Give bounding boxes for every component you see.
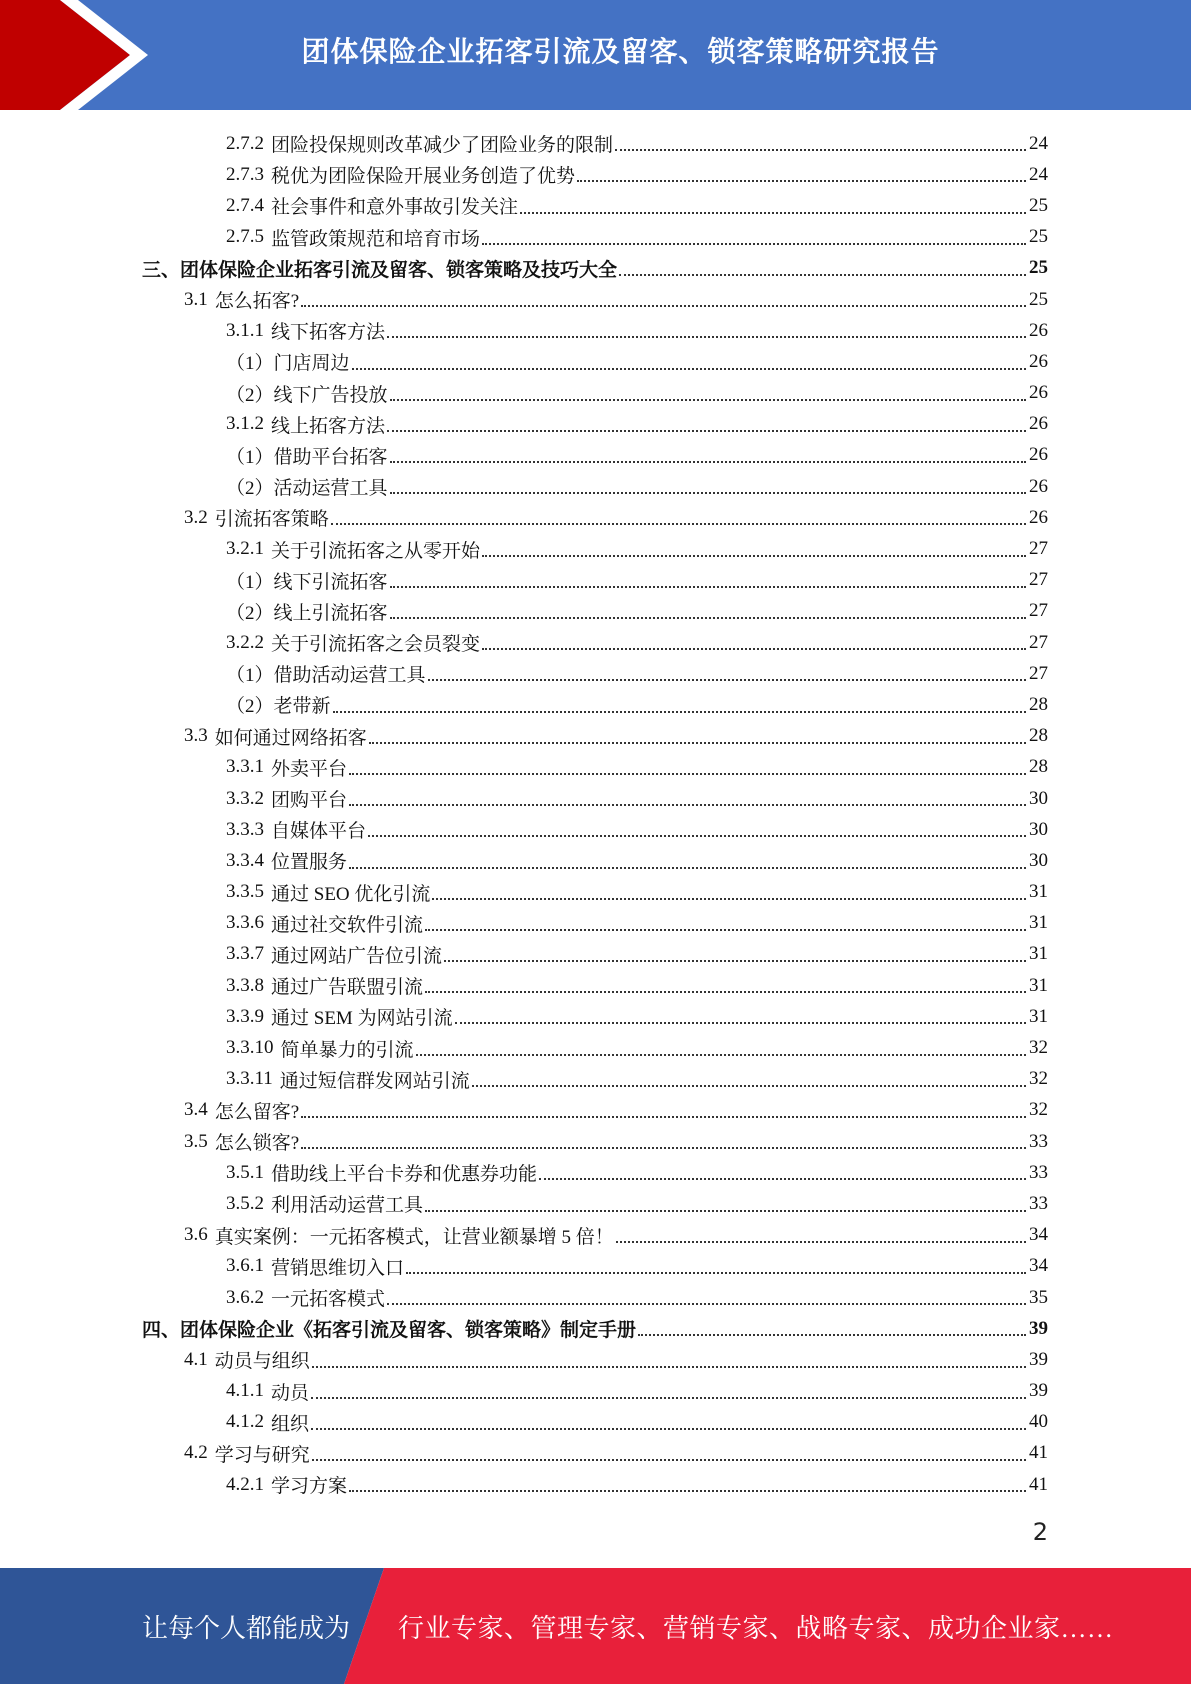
toc-entry-page: 25 <box>1029 288 1048 310</box>
toc-entry-title: 学习与研究 <box>214 1444 310 1466</box>
toc-dot-leader <box>352 367 1026 370</box>
toc-entry-title: 三、团体保险企业拓客引流及留客、锁客策略及技巧大全 <box>142 259 618 281</box>
toc-entry-title: 简单暴力的引流 <box>280 1039 414 1061</box>
toc-dot-leader <box>390 460 1026 463</box>
toc-entry-number: 3.3.9 <box>226 1005 264 1027</box>
toc-dot-leader <box>390 491 1026 494</box>
toc-entry[interactable] <box>142 1001 1048 1032</box>
toc-dot-leader <box>638 1333 1026 1336</box>
toc-entry[interactable] <box>142 845 1048 876</box>
toc-dot-leader <box>349 866 1026 869</box>
toc-entry-title: 通过网站广告位引流 <box>271 945 443 967</box>
toc-dot-leader <box>428 678 1026 681</box>
toc-dot-leader <box>369 741 1026 744</box>
toc-entry-page: 31 <box>1029 1005 1048 1027</box>
toc-entry-number: 4.1 <box>184 1348 208 1370</box>
toc-entry[interactable] <box>142 346 1048 377</box>
toc-entry-page: 26 <box>1029 506 1048 528</box>
toc-entry-number: 3.1.2 <box>226 413 264 435</box>
toc-entry[interactable] <box>142 1469 1048 1500</box>
toc-entry-title: 一元拓客模式 <box>271 1289 386 1311</box>
toc-entry-page: 33 <box>1029 1161 1048 1183</box>
toc-dot-leader <box>311 1396 1026 1399</box>
toc-dot-leader <box>333 710 1026 713</box>
toc-entry-page: 27 <box>1029 631 1048 653</box>
toc-entry[interactable] <box>142 440 1048 471</box>
toc-entry-page: 28 <box>1029 756 1048 778</box>
toc-entry[interactable] <box>142 1220 1048 1251</box>
toc-entry-number: 3.3.7 <box>226 943 264 965</box>
toc-entry[interactable] <box>142 284 1048 315</box>
toc-entry-number: 2.7.5 <box>226 226 264 248</box>
toc-entry[interactable] <box>142 409 1048 440</box>
toc-dot-leader <box>615 148 1026 151</box>
table-of-contents <box>142 128 1048 1500</box>
toc-dot-leader <box>425 928 1026 931</box>
toc-entry-title: （2）线下广告投放 <box>226 384 388 406</box>
toc-entry-title: 线下拓客方法 <box>271 322 386 344</box>
toc-entry[interactable] <box>142 378 1048 409</box>
toc-entry[interactable] <box>142 1344 1048 1375</box>
toc-dot-leader <box>312 1458 1026 1461</box>
toc-entry-page: 41 <box>1029 1442 1048 1464</box>
toc-entry-page: 30 <box>1029 818 1048 840</box>
toc-entry-title: 动员与组织 <box>214 1351 310 1373</box>
toc-entry-title: 借助线上平台卡券和优惠券功能 <box>271 1164 538 1186</box>
toc-entry[interactable] <box>142 752 1048 783</box>
toc-dot-leader <box>619 273 1026 276</box>
toc-dot-leader <box>577 179 1026 182</box>
toc-entry-title: （1）借助平台拓客 <box>226 446 388 468</box>
toc-entry-page: 40 <box>1029 1411 1048 1433</box>
toc-entry-title: 团险投保规则改革减少了团险业务的限制 <box>271 135 614 157</box>
toc-entry-title: 学习方案 <box>271 1476 348 1498</box>
footer-slogan-left: 让每个人都能成为 <box>142 1613 351 1643</box>
toc-entry-page: 24 <box>1029 163 1048 185</box>
toc-entry-title: 如何通过网络拓客 <box>214 727 367 749</box>
toc-dot-leader <box>387 1302 1026 1305</box>
toc-entry[interactable] <box>142 533 1048 564</box>
toc-entry[interactable] <box>142 222 1048 253</box>
toc-entry[interactable] <box>142 908 1048 939</box>
toc-entry-page: 39 <box>1029 1317 1048 1339</box>
toc-entry-title: （2）活动运营工具 <box>226 478 388 500</box>
toc-dot-leader <box>349 772 1026 775</box>
toc-entry-number: 2.7.3 <box>226 163 264 185</box>
toc-entry-number: 3.5.2 <box>226 1192 264 1214</box>
toc-entry-number: 3.6 <box>184 1224 208 1246</box>
toc-entry-title: 通过广告联盟引流 <box>271 977 424 999</box>
footer-slogan-right: 行业专家、管理专家、营销专家、战略专家、成功企业家…… <box>398 1613 1114 1643</box>
toc-dot-leader <box>539 1177 1026 1180</box>
toc-entry[interactable] <box>142 721 1048 752</box>
toc-entry-title: 关于引流拓客之会员裂变 <box>271 634 481 656</box>
toc-entry[interactable] <box>142 970 1048 1001</box>
toc-entry-title: 通过短信群发网站引流 <box>279 1070 470 1092</box>
toc-entry[interactable] <box>142 627 1048 658</box>
toc-entry[interactable] <box>142 471 1048 502</box>
toc-entry[interactable] <box>142 814 1048 845</box>
toc-entry-title: 四、团体保险企业《拓客引流及留客、锁客策略》制定手册 <box>142 1320 637 1342</box>
toc-entry[interactable] <box>142 128 1048 159</box>
toc-entry-title: 税优为团险保险开展业务创造了优势 <box>271 166 576 188</box>
toc-entry-title: 真实案例：一元拓客模式，让营业额暴增 5 倍！ <box>214 1226 614 1248</box>
toc-entry-page: 25 <box>1029 194 1048 216</box>
toc-entry-title: 位置服务 <box>271 852 348 874</box>
toc-entry-page: 27 <box>1029 538 1048 560</box>
toc-entry-page: 41 <box>1029 1473 1048 1495</box>
toc-entry-title: （1）借助活动运营工具 <box>226 665 426 687</box>
toc-entry-number: 4.1.1 <box>226 1380 264 1402</box>
toc-entry-title: 怎么拓客? <box>214 291 300 313</box>
toc-entry-number: 3.3.8 <box>226 974 264 996</box>
toc-entry[interactable] <box>142 783 1048 814</box>
toc-dot-leader <box>390 585 1026 588</box>
toc-entry-number: 4.1.2 <box>226 1411 264 1433</box>
toc-dot-leader <box>416 1053 1026 1056</box>
toc-entry-page: 26 <box>1029 382 1048 404</box>
toc-entry-page: 39 <box>1029 1348 1048 1370</box>
toc-entry[interactable] <box>142 253 1048 284</box>
toc-dot-leader <box>482 554 1026 557</box>
toc-entry-page: 30 <box>1029 787 1048 809</box>
toc-dot-leader <box>311 1427 1026 1430</box>
toc-dot-leader <box>444 959 1026 962</box>
toc-dot-leader <box>406 1271 1026 1274</box>
toc-entry[interactable] <box>142 658 1048 689</box>
toc-entry-number: 2.7.4 <box>226 194 264 216</box>
toc-dot-leader <box>387 335 1026 338</box>
toc-entry[interactable] <box>142 1126 1048 1157</box>
toc-entry-number: 3.3.1 <box>226 756 264 778</box>
toc-entry-page: 31 <box>1029 974 1048 996</box>
toc-entry-title: 组织 <box>271 1413 310 1435</box>
toc-entry-page: 28 <box>1029 693 1048 715</box>
toc-dot-leader <box>390 398 1026 401</box>
toc-dot-leader <box>472 1084 1026 1087</box>
toc-entry-page: 34 <box>1029 1224 1048 1246</box>
header-chevron-decoration <box>0 0 150 110</box>
toc-entry-title: 社会事件和意外事故引发关注 <box>271 197 519 219</box>
toc-entry-page: 31 <box>1029 881 1048 903</box>
toc-entry[interactable] <box>142 939 1048 970</box>
toc-dot-leader <box>616 1240 1026 1243</box>
toc-entry-page: 26 <box>1029 475 1048 497</box>
toc-entry-title: 线上拓客方法 <box>271 415 386 437</box>
toc-entry[interactable] <box>142 1313 1048 1344</box>
toc-entry[interactable] <box>142 502 1048 533</box>
page-number: 2 <box>1032 1518 1048 1546</box>
toc-entry-page: 26 <box>1029 319 1048 341</box>
toc-dot-leader <box>349 803 1026 806</box>
toc-entry-number: 3.3.11 <box>226 1068 273 1090</box>
toc-entry[interactable] <box>142 565 1048 596</box>
toc-entry-page: 31 <box>1029 912 1048 934</box>
toc-entry-number: 3.3.3 <box>226 818 264 840</box>
toc-entry-title: 自媒体平台 <box>271 821 367 843</box>
toc-dot-leader <box>455 1021 1026 1024</box>
toc-entry[interactable] <box>142 1032 1048 1063</box>
toc-entry-number: 2.7.2 <box>226 132 264 154</box>
toc-entry-page: 26 <box>1029 413 1048 435</box>
toc-entry-page: 25 <box>1029 257 1048 279</box>
toc-entry-title: 引流拓客策略 <box>214 509 329 531</box>
toc-dot-leader <box>368 834 1026 837</box>
toc-entry-page: 24 <box>1029 132 1048 154</box>
toc-entry[interactable] <box>142 1188 1048 1219</box>
toc-dot-leader <box>520 211 1026 214</box>
toc-dot-leader <box>331 522 1026 525</box>
toc-entry-page: 33 <box>1029 1192 1048 1214</box>
toc-entry-page: 25 <box>1029 226 1048 248</box>
toc-entry-number: 3.5 <box>184 1130 208 1152</box>
toc-entry-title: 通过 SEO 优化引流 <box>271 883 431 905</box>
toc-entry-number: 3.2 <box>184 506 208 528</box>
toc-dot-leader <box>312 1365 1026 1368</box>
toc-entry-number: 3.6.1 <box>226 1255 264 1277</box>
toc-entry-number: 3.3.10 <box>226 1037 274 1059</box>
toc-dot-leader <box>301 1146 1026 1149</box>
toc-entry-page: 32 <box>1029 1068 1048 1090</box>
toc-entry-number: 3.4 <box>184 1099 208 1121</box>
toc-entry[interactable] <box>142 877 1048 908</box>
toc-dot-leader <box>387 429 1026 432</box>
toc-entry-title: （2）老带新 <box>226 696 331 718</box>
toc-dot-leader <box>482 647 1026 650</box>
toc-entry-number: 3.5.1 <box>226 1161 264 1183</box>
toc-entry-number: 3.3.2 <box>226 787 264 809</box>
toc-entry-number: 3.6.2 <box>226 1286 264 1308</box>
toc-entry-number: 4.2 <box>184 1442 208 1464</box>
toc-entry-title: （1）门店周边 <box>226 353 350 375</box>
toc-entry-number: 3.3.5 <box>226 881 264 903</box>
toc-entry[interactable] <box>142 1064 1048 1095</box>
toc-entry-title: 通过社交软件引流 <box>271 914 424 936</box>
page-footer <box>0 1568 1191 1684</box>
toc-dot-leader <box>390 616 1026 619</box>
toc-entry[interactable] <box>142 596 1048 627</box>
toc-entry-number: 3.3 <box>184 725 208 747</box>
toc-dot-leader <box>482 242 1026 245</box>
toc-entry-page: 27 <box>1029 600 1048 622</box>
toc-entry[interactable] <box>142 190 1048 221</box>
toc-entry[interactable] <box>142 1251 1048 1282</box>
toc-entry[interactable] <box>142 1407 1048 1438</box>
toc-dot-leader <box>301 304 1026 307</box>
document-title: 团体保险企业拓客引流及留客、锁客策略研究报告 <box>301 35 940 68</box>
toc-entry-number: 3.1 <box>184 288 208 310</box>
toc-entry-page: 28 <box>1029 725 1048 747</box>
toc-entry-title: 团购平台 <box>271 790 348 812</box>
toc-entry-title: （2）线上引流拓客 <box>226 602 388 624</box>
toc-entry-title: 监管政策规范和培育市场 <box>271 228 481 250</box>
toc-entry-number: 4.2.1 <box>226 1473 264 1495</box>
toc-entry-title: 外卖平台 <box>271 758 348 780</box>
toc-entry[interactable] <box>142 315 1048 346</box>
toc-entry-number: 3.2.1 <box>226 538 264 560</box>
toc-entry-title: 通过 SEM 为网站引流 <box>271 1008 453 1030</box>
toc-entry-page: 35 <box>1029 1286 1048 1308</box>
toc-dot-leader <box>301 1115 1026 1118</box>
toc-entry-page: 32 <box>1029 1037 1048 1059</box>
toc-entry[interactable] <box>142 1376 1048 1407</box>
toc-entry[interactable] <box>142 1157 1048 1188</box>
toc-entry[interactable] <box>142 689 1048 720</box>
toc-entry-title: （1）线下引流拓客 <box>226 571 388 593</box>
toc-entry[interactable] <box>142 1282 1048 1313</box>
toc-entry-title: 关于引流拓客之从零开始 <box>271 540 481 562</box>
toc-entry-number: 3.3.4 <box>226 849 264 871</box>
toc-entry[interactable] <box>142 1438 1048 1469</box>
toc-entry-title: 动员 <box>271 1382 310 1404</box>
toc-entry-page: 27 <box>1029 662 1048 684</box>
toc-entry-page: 26 <box>1029 444 1048 466</box>
toc-entry[interactable] <box>142 1095 1048 1126</box>
toc-entry-number: 3.3.6 <box>226 912 264 934</box>
toc-entry-number: 3.1.1 <box>226 319 264 341</box>
toc-entry-page: 31 <box>1029 943 1048 965</box>
toc-entry-title: 怎么锁客? <box>214 1133 300 1155</box>
toc-entry-page: 33 <box>1029 1130 1048 1152</box>
toc-entry-title: 怎么留客? <box>214 1101 300 1123</box>
page-header <box>0 0 1191 110</box>
toc-entry-title: 利用活动运营工具 <box>271 1195 424 1217</box>
toc-entry[interactable] <box>142 159 1048 190</box>
toc-entry-page: 26 <box>1029 350 1048 372</box>
toc-entry-title: 营销思维切入口 <box>271 1257 405 1279</box>
toc-dot-leader <box>425 990 1026 993</box>
toc-dot-leader <box>425 1209 1026 1212</box>
toc-entry-page: 39 <box>1029 1380 1048 1402</box>
toc-dot-leader <box>349 1489 1026 1492</box>
toc-entry-page: 32 <box>1029 1099 1048 1121</box>
toc-entry-page: 27 <box>1029 569 1048 591</box>
toc-dot-leader <box>432 897 1026 900</box>
toc-entry-page: 34 <box>1029 1255 1048 1277</box>
toc-entry-page: 30 <box>1029 849 1048 871</box>
toc-entry-number: 3.2.2 <box>226 631 264 653</box>
